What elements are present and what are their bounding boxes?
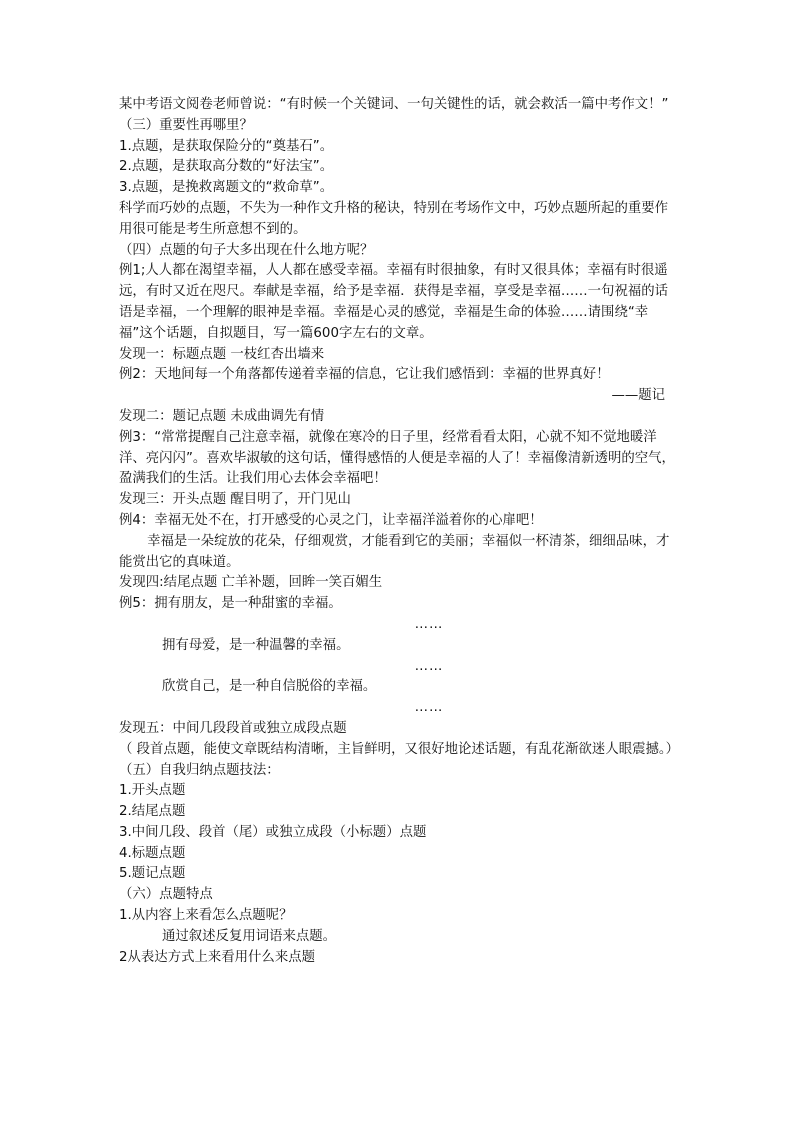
document-body — [119, 95, 679, 968]
point-1: 1.点题，是获取保险分的“奠基石”。 — [119, 138, 334, 154]
method-1: 1.开头点题 — [119, 783, 186, 799]
section-5-heading: （五）自我归纳点题技法： — [119, 762, 280, 778]
example-3: 例3：“常常提醒自己注意幸福，就像在寒冷的日子里，经常看看太阳，心就不知不觉地暖洋洋、亮闪闪”。喜欢毕淑敏的这句话，懂得感悟的人便是幸福的人了！幸福像清新透明的空气，盈满我们的生活。让我们用心去体会幸福吧！ — [119, 429, 675, 487]
example-5: 例5：拥有朋友，是一种甜蜜的幸福。 — [119, 596, 342, 612]
example-4-body: 幸福是一朵绽放的花朵，仔细观赏，才能看到它的美丽；幸福似一杯清茶，细细品味，才能赏出它的真味道。 — [119, 533, 670, 570]
point-2: 2.点题，是获取高分数的“好法宝”。 — [119, 159, 334, 175]
finding-5: 发现五：中间几段段首或独立成段点题 — [119, 720, 347, 736]
example-2: 例2：天地间每一个角落都传递着幸福的信息，它让我们感悟到：幸福的世界真好！ — [119, 367, 610, 383]
finding-5-note: （ 段首点题，能使文章既结构清晰，主旨鲜明，又很好地论述话题，有乱花渐欲迷人眼震撼。） — [119, 741, 679, 757]
example-4: 例4：幸福无处不在，打开感受的心灵之门，让幸福洋溢着你的心扉吧！ — [119, 512, 543, 528]
example-1: 例1;人人都在渴望幸福，人人都在感受幸福。幸福有时很抽象，有时又很具体；幸福有时很遥远，有时又近在咫尺。奉献是幸福，给予是幸福．获得是幸福，享受是幸福……一句祝福的话语是幸福，一个理解的眼神是幸福。幸福是心灵的感觉，幸福是生命的体验……请围绕“幸福”这个话题，自拟题目，写一篇600字左右的文章。 — [119, 263, 669, 341]
ellipsis-1: …… — [414, 616, 444, 632]
finding-1: 发现一：标题点题 一枝红杏出墙来 — [119, 346, 325, 362]
question-1-answer: 通过叙述反复用词语来点题。 — [162, 928, 337, 944]
intro-quote: 某中考语文阅卷老师曾说：“有时候一个关键词、一句关键性的话，就会救活一篇中考作文！” — [119, 97, 669, 112]
question-1: 1.从内容上来看怎么点题呢？ — [119, 908, 293, 924]
example-2-signature: ——题记 — [611, 388, 665, 404]
method-2: 2.结尾点题 — [119, 804, 186, 820]
finding-3: 发现三：开头点题 醒目明了，开门见山 — [119, 492, 351, 508]
finding-2: 发现二：题记点题 未成曲调先有情 — [119, 408, 325, 424]
method-5: 5.题记点题 — [119, 866, 186, 882]
point-3: 3.点题，是挽救离题文的“救命草”。 — [119, 180, 334, 196]
finding-4: 发现四:结尾点题 亡羊补题，回眸一笑百媚生 — [119, 575, 383, 591]
ellipsis-3: …… — [414, 700, 444, 716]
science-paragraph: 科学而巧妙的点题，不失为一种作文升格的秘诀，特别在考场作文中，巧妙点题所起的重要作用很可能是考生所意想不到的。 — [119, 200, 669, 237]
section-6-heading: （六）点题特点 — [119, 887, 213, 903]
example-5-line-3: 欣赏自己，是一种自信脱俗的幸福。 — [162, 679, 377, 695]
example-5-line-2: 拥有母爱，是一种温馨的幸福。 — [162, 637, 350, 653]
section-3-heading: （三）重要性再哪里？ — [119, 117, 253, 133]
question-2: 2从表达方式上来看用什么来点题 — [119, 949, 315, 965]
section-4-heading: （四）点题的句子大多出现在什么地方呢？ — [119, 242, 374, 258]
method-4: 4.标题点题 — [119, 845, 186, 861]
ellipsis-2: …… — [414, 658, 444, 674]
method-3: 3.中间几段、段首（尾）或独立成段（小标题）点题 — [119, 824, 427, 840]
